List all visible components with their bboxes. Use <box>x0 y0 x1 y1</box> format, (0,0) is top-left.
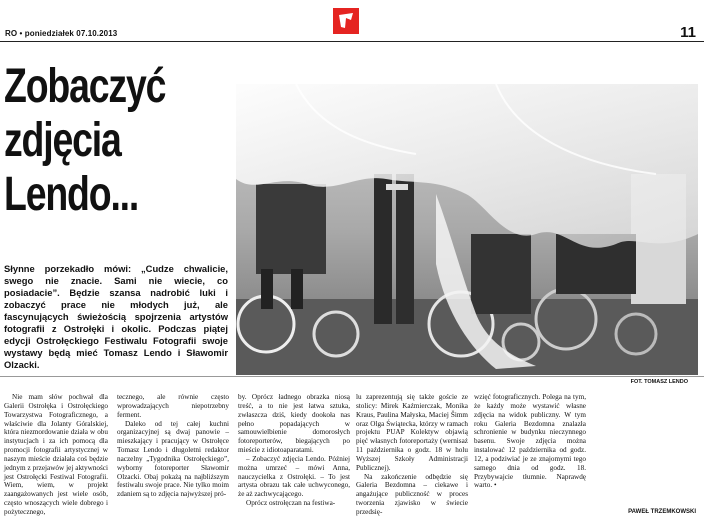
lead-paragraph: Słynne porzekadło mówi: „Cudze chwalicie, swego nie znacie. Sami nie wiecie, co posiadacie”. Będzie szansa nadrobić luki i zobaczyć prace nie młodych już, ale fascynujących świeżością spojrzenia artystów fotografii z Ostrołęki i okolic. Podczas piątej edycji Ostrołęckiego Festiwalu Fotografii swoje wystawy będą mieć Tomasz Lendo i Sławomir Olzacki. <box>4 263 228 370</box>
headline-line: Lendo... <box>4 168 139 221</box>
headline-line: Zobaczyć <box>4 60 166 113</box>
header-rule <box>0 41 704 42</box>
body-column-2 <box>117 393 229 499</box>
paragraph: tecznego, ale równie często wprowadzających niepotrzebny ferment. <box>117 393 229 419</box>
article-photo <box>236 84 698 375</box>
photo-credit: FOT. TOMASZ LENDO <box>630 379 688 385</box>
article-author: PAWEŁ TRZEMKOWSKI <box>628 509 696 515</box>
paragraph: Oprócz ostrołęczan na festiwa- <box>246 499 336 508</box>
paragraph: lu zaprezentują się także goście ze stolicy: Mirek Kaźmierczak, Monika Kraus, Paulina Małyska, Maciej Šimm oraz Olga Świątecka, którzy w ramach projektu PUAP Kolektyw objawią pięć własnych fotoreportaży (wernisaż 11 października o godz. 18 w holu Wyższej Szkoły Administracji Publicznej). <box>356 393 468 472</box>
paragraph: Na zakończenie odbędzie się Galeria Bezdomna – ciekawe i angażujące publiczność w proces tworzenia zjawisko w świecie przedsię- <box>356 472 468 516</box>
photo-rule <box>0 376 704 377</box>
body-column-4 <box>356 393 468 517</box>
headline <box>4 60 185 222</box>
paragraph: wzięć fotograficznych. Polega na tym, że każdy może wystawić własne zdjęcia na widok publiczny. W tym roku Galeria Bezdomna znalazła schronienie w budynku nieczynnego basenu. Swoje zdjęcia można instalować 12 października od godz. 12, a podziwiać je ze znajomymi tego samego dnia od godz. 18. Przybywajcie tłumnie. Naprawdę warto. • <box>474 393 586 490</box>
paragraph: – Zobaczyć zdjęcia Lendo. Później można umrzeć – mówi Anna, nauczycielka z Ostrołęki. – To jest artysta obrazu tak całe uchwyconego, że aż zachwycającego. <box>238 454 350 499</box>
newspaper-logo-icon <box>333 8 359 34</box>
paragraph: Nie mam słów pochwał dla Galerii Ostrołęka i Ostrołęckiego Towarzystwa Fotograficznego, a właściwie dla Jolanty Góralskiej, która niezmordowanie działa w obu instytucjach i za ich pomocą dla promocji fotografii artystycznej w naszym mieście działała coś będzie jednym z przejawów jej aktywności jest Ostrołęcki Festiwal Fotografii. Wiem, wiem, w projekt zaangażowanych jest wiele osób, często wnoszących wiele dobrego i pożytecznego, <box>4 393 108 516</box>
paragraph: Daleko od tej całej kuchni organizacyjnej są dwaj panowie – mieszkający i pracujący w Ostrołęce Tomasz Lendo i długoletni redaktor naczelny „Tygodnika Ostrołęckiego”, wyborny fotoreporter Sławomir Olzacki. Obaj pokażą na najbliższym festiwalu swoje prace. Nie tylko moim zdaniem są to zdjęcia najwyższej pró- <box>117 419 229 499</box>
page-number: 11 <box>680 24 696 41</box>
paragraph: by. Oprócz ładnego obrazka niosą treść, a to nie jest łatwa sztuka, zwłaszcza dziś, kiedy dookoła nas pełno popadających w samouwielbienie domorosłych fotoreporterów, biegających po mieście z idiotoaparatami. <box>238 393 350 455</box>
body-column-5 <box>474 393 586 490</box>
headline-line: zdjęcia <box>4 114 121 167</box>
issue-date: RO • poniedziałek 07.10.2013 <box>5 29 118 38</box>
body-column-1 <box>4 393 108 517</box>
body-column-3 <box>238 393 350 508</box>
